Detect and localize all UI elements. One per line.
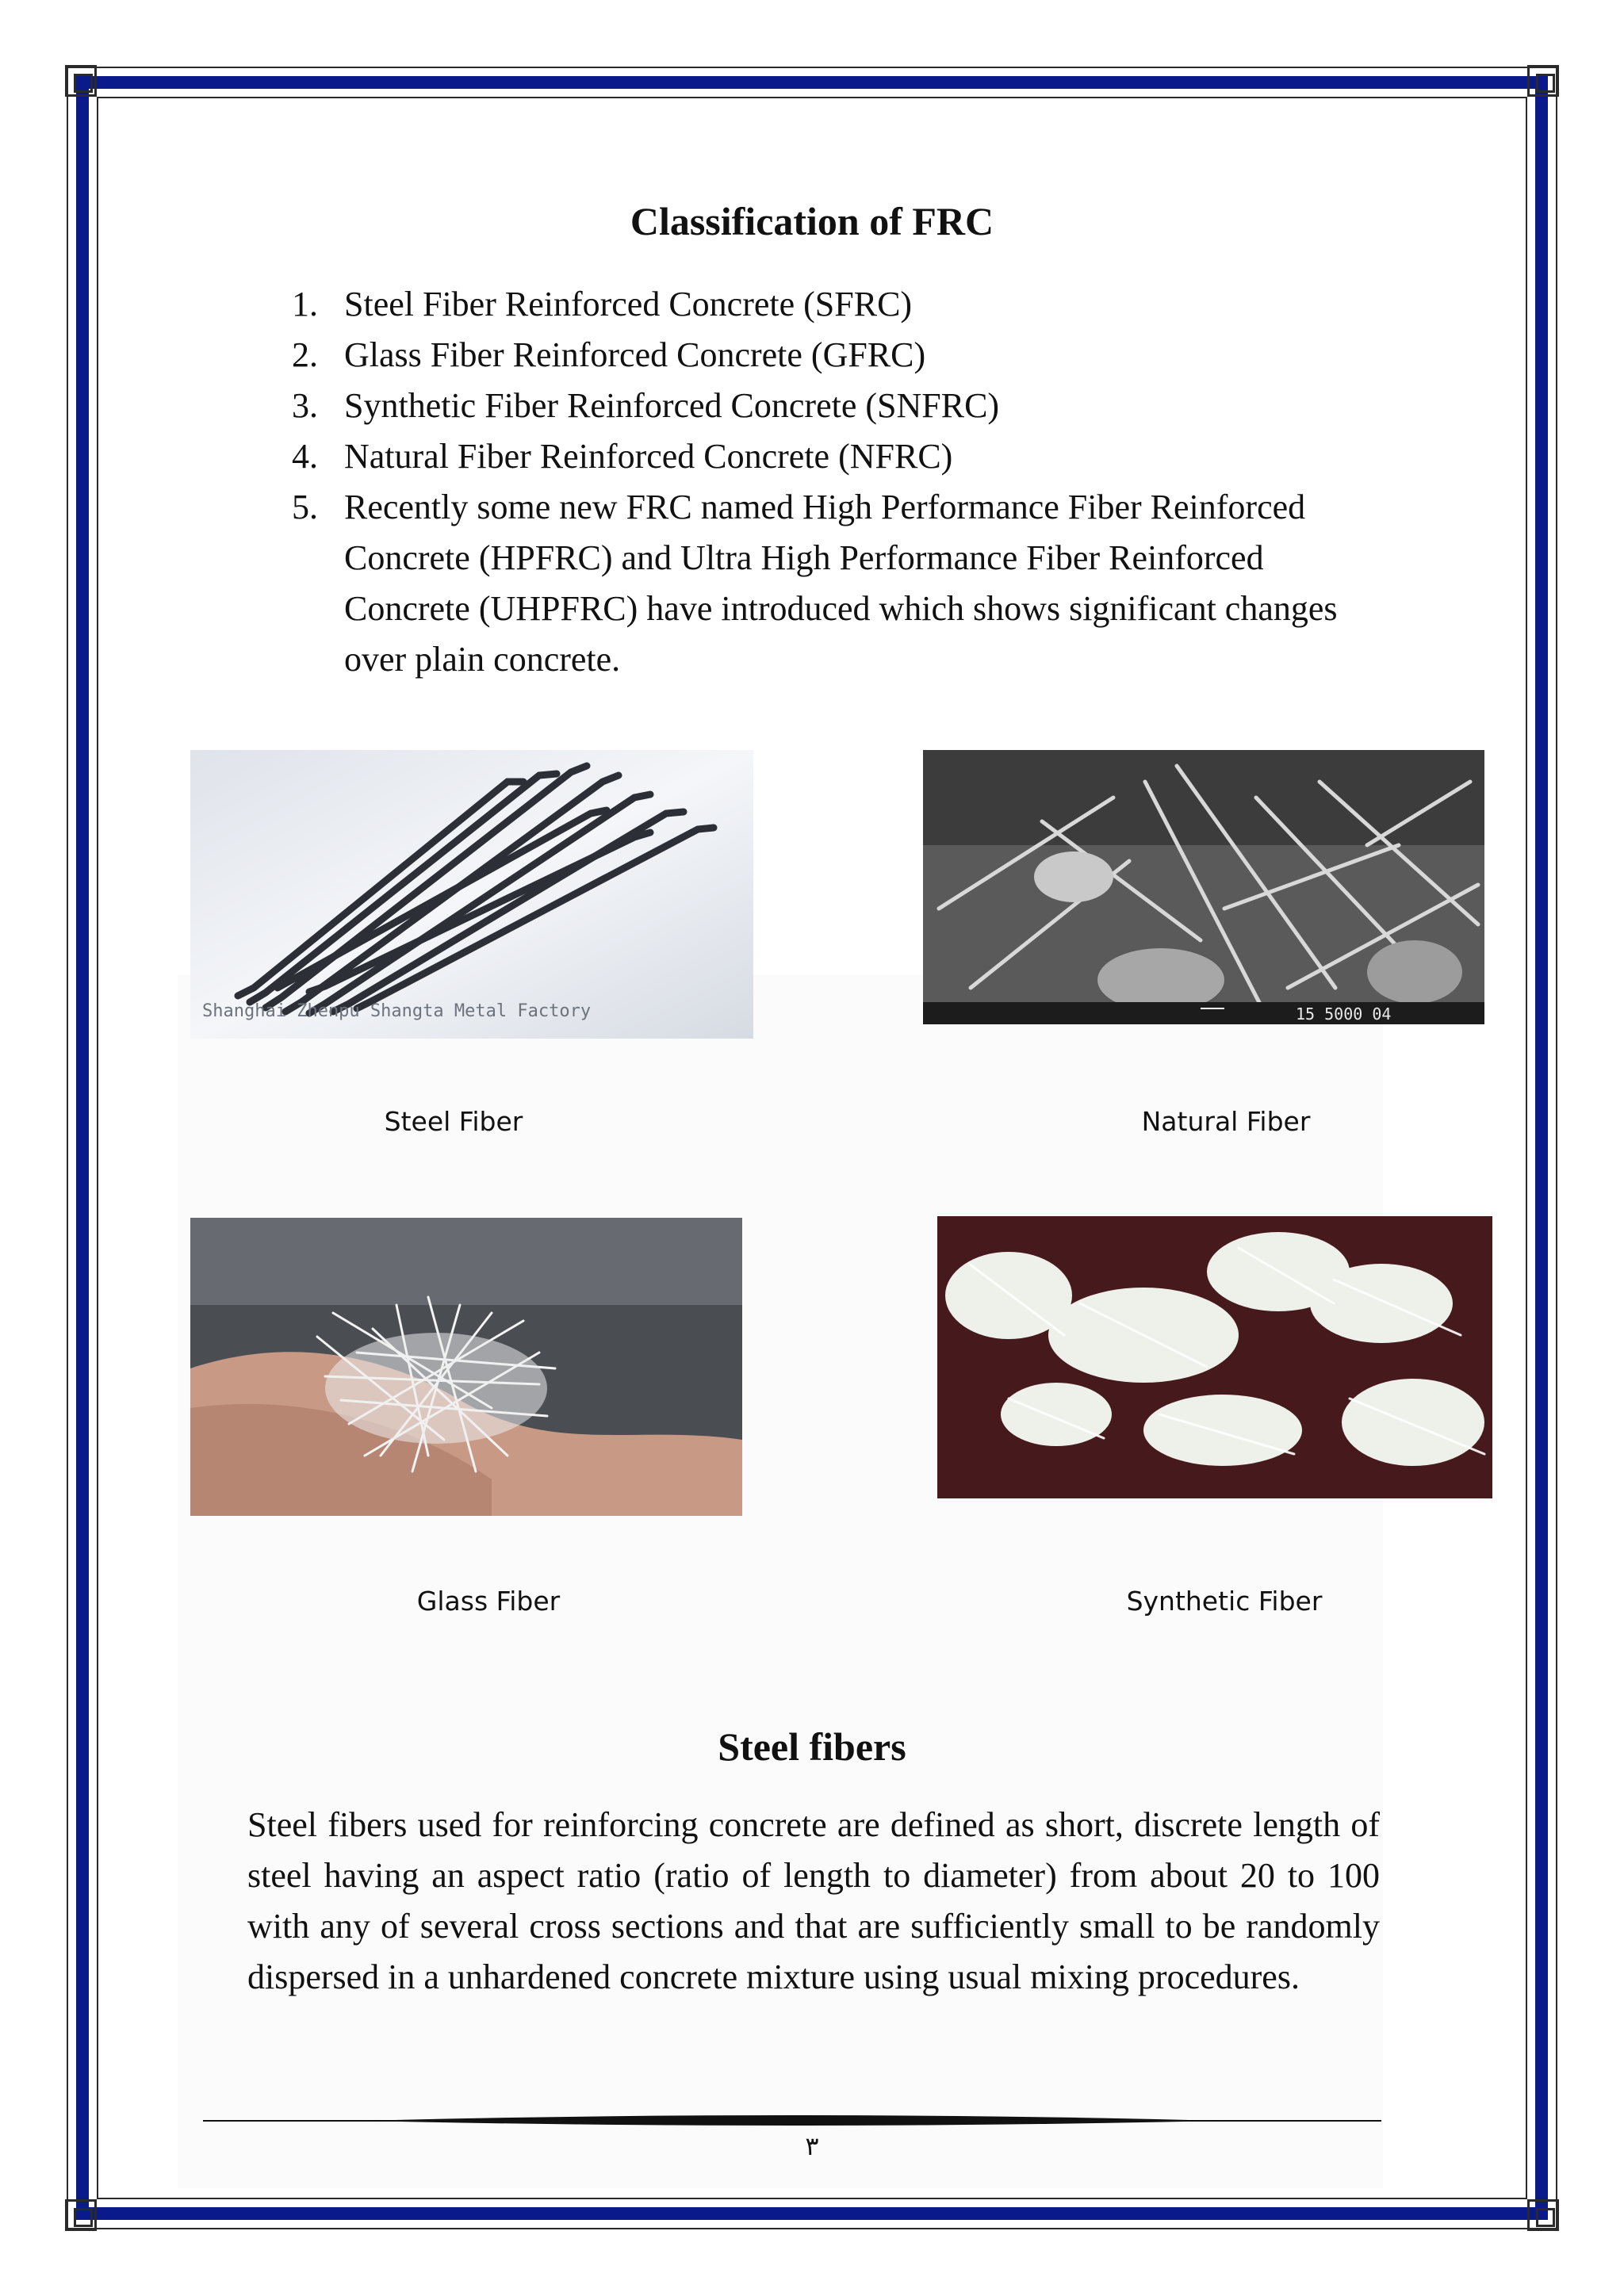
- section-title: Steel fibers: [718, 1724, 906, 1769]
- page-title: Classification of FRC: [630, 199, 994, 243]
- border-corner-top-right: [1527, 65, 1559, 97]
- list-item: 1. Steel Fiber Reinforced Concrete (SFRC): [292, 285, 913, 323]
- list-item: 2. Glass Fiber Reinforced Concrete (GFRC): [292, 335, 926, 374]
- frc-classification-list: [292, 279, 1386, 685]
- list-item: 3. Synthetic Fiber Reinforced Concrete (SNFRC): [292, 386, 1000, 425]
- natural-fiber-image: [923, 750, 1484, 1024]
- list-item: 5. Recently some new FRC named High Performance Fiber Reinforced Concrete (HPFRC) and Ultra High Performance Fiber Reinforced Concrete (UHPFRC) have introduced which shows significant changes over plain concrete.: [292, 488, 1338, 679]
- steel-fiber-image: [190, 750, 753, 1039]
- border-corner-top-left: [65, 65, 97, 97]
- section-paragraph: Steel fibers used for reinforcing concrete are defined as short, discrete length of steel having an aspect ratio (ratio of length to diameter) from about 20 to 100 with any of several cross sections and that are sufficiently small to be randomly dispersed in a unhardened concrete mixture using usual mixing procedures.: [247, 1805, 1380, 1996]
- synthetic-fiber-image: [937, 1216, 1492, 1498]
- border-corner-bottom-left: [65, 2199, 97, 2231]
- image-watermark: Shanghai Zhenpu Shangta Metal Factory: [202, 1001, 592, 1021]
- scale-readout: 15 5000 04: [1296, 1004, 1392, 1024]
- glass-fiber-image: [190, 1218, 742, 1516]
- page-number: ٣: [805, 2131, 819, 2161]
- glass-fiber-caption: Glass Fiber: [416, 1586, 561, 1617]
- steel-fiber-caption: Steel Fiber: [384, 1106, 523, 1137]
- list-item: 4. Natural Fiber Reinforced Concrete (NFRC): [292, 437, 953, 476]
- border-corner-bottom-right: [1527, 2199, 1559, 2231]
- natural-fiber-caption: Natural Fiber: [1141, 1106, 1311, 1137]
- scan-background: [178, 975, 1383, 2188]
- footer-divider: [203, 2113, 1381, 2129]
- synthetic-fiber-caption: Synthetic Fiber: [1126, 1586, 1323, 1617]
